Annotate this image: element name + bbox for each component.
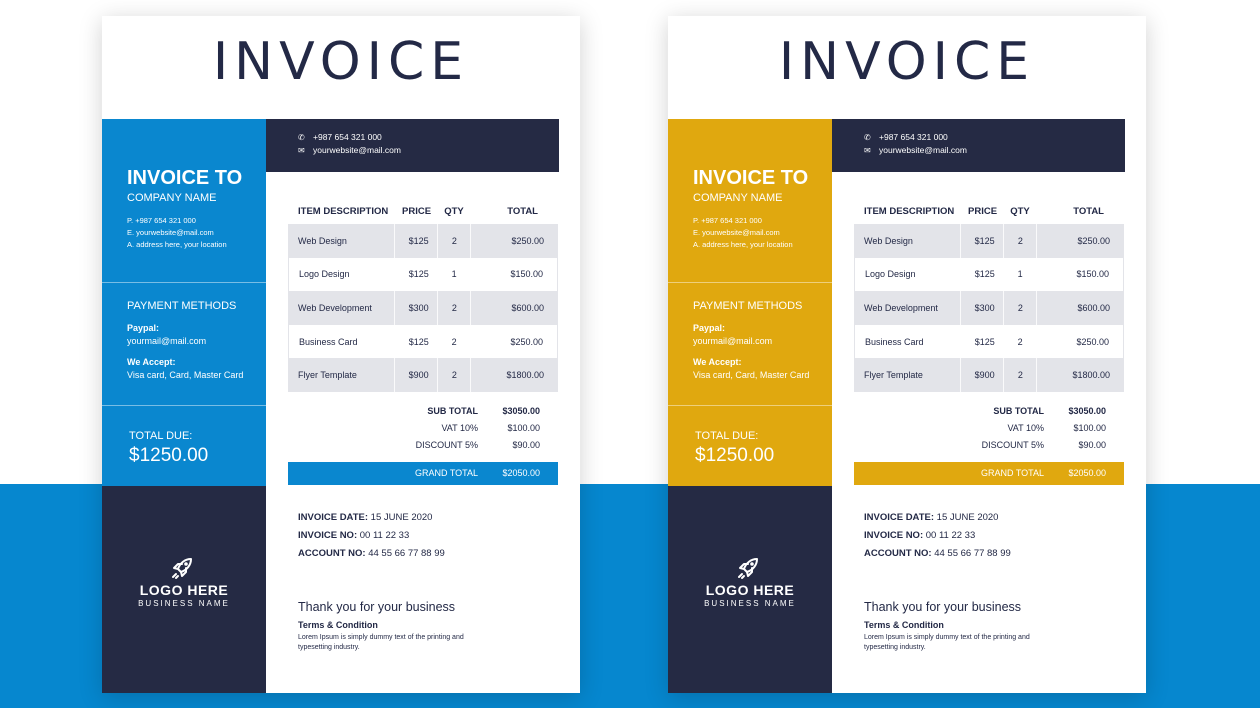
item-price: $125 <box>394 258 438 292</box>
header-price: PRICE <box>402 205 432 217</box>
rocket-icon <box>736 554 762 580</box>
contact-email: yourwebsite@mail.com <box>879 145 967 155</box>
info-address: A. address here, your location <box>127 240 227 249</box>
contact-bar <box>832 119 1125 172</box>
table-row <box>854 358 1124 392</box>
invoice-title: INVOICE <box>778 32 1036 92</box>
header-description: ITEM DESCRIPTION <box>864 205 955 217</box>
info-email: E. yourwebsite@mail.com <box>127 228 214 237</box>
terms-body: Lorem Ipsum is simply dummy text of the printing and typesetting industry. <box>298 634 464 651</box>
table-row <box>288 291 558 325</box>
table-row <box>288 224 558 258</box>
total-due-label: TOTAL DUE: <box>695 430 759 442</box>
invoice-number <box>864 530 975 541</box>
divider <box>668 282 832 283</box>
item-total: $250.00 <box>1036 325 1123 359</box>
vat-label: VAT 10% <box>1007 423 1044 433</box>
item-price: $125 <box>960 325 1004 359</box>
item-qty: 1 <box>1003 258 1036 292</box>
item-total: $600.00 <box>1036 291 1124 325</box>
contact-phone-row <box>864 132 948 142</box>
account-no-value: 44 55 66 77 88 99 <box>934 548 1011 559</box>
paypal-email: yourmail@mail.com <box>693 336 773 346</box>
we-accept-value: Visa card, Card, Master Card <box>127 370 244 380</box>
item-price: $125 <box>394 224 438 258</box>
grand-total-value: $2050.00 <box>502 468 540 478</box>
item-total: $600.00 <box>470 291 558 325</box>
payment-methods-heading: PAYMENT METHODS <box>127 300 237 312</box>
paypal-label: Paypal: <box>693 323 726 333</box>
invoice-date-value: 15 JUNE 2020 <box>370 512 433 523</box>
item-qty: 2 <box>437 224 470 258</box>
terms-heading: Terms & Condition <box>298 620 378 630</box>
item-qty: 2 <box>1003 325 1036 359</box>
info-address: A. address here, your location <box>693 240 793 249</box>
item-qty: 1 <box>437 258 470 292</box>
vat-label: VAT 10% <box>441 423 478 433</box>
logo-text: LOGO HERE <box>705 582 795 598</box>
divider <box>102 405 266 406</box>
grand-total-bar <box>288 462 558 485</box>
item-price: $125 <box>394 325 438 359</box>
account-no-label: ACCOUNT NO: <box>298 548 366 559</box>
header-total: TOTAL <box>507 205 538 217</box>
sub-total-value: $3050.00 <box>1068 406 1106 416</box>
grand-total-label: GRAND TOTAL <box>980 468 1044 478</box>
invoice-no-value: 00 11 22 33 <box>925 530 976 541</box>
items-table <box>854 198 1124 392</box>
item-description: Web Development <box>864 302 938 313</box>
item-qty: 2 <box>1003 358 1036 392</box>
info-phone: P. +987 654 321 000 <box>127 216 196 225</box>
item-total: $250.00 <box>470 325 557 359</box>
invoice-sheet-yellow <box>668 16 1146 693</box>
invoice-number <box>298 530 409 541</box>
item-description: Business Card <box>865 336 924 347</box>
item-total: $150.00 <box>1036 258 1123 292</box>
contact-bar <box>266 119 559 172</box>
phone-icon: ✆ <box>298 132 305 142</box>
phone-icon: ✆ <box>864 132 871 142</box>
item-price: $125 <box>960 258 1004 292</box>
item-total: $250.00 <box>470 224 558 258</box>
terms-heading: Terms & Condition <box>864 620 944 630</box>
contact-email-row <box>298 145 401 155</box>
rocket-icon <box>170 554 196 580</box>
discount-label: DISCOUNT 5% <box>981 440 1044 450</box>
company-name: COMPANY NAME <box>127 192 217 204</box>
item-total: $1800.00 <box>1036 358 1124 392</box>
header-description: ITEM DESCRIPTION <box>298 205 389 217</box>
we-accept-label: We Accept: <box>127 357 176 367</box>
items-table <box>288 198 558 392</box>
terms-body: Lorem Ipsum is simply dummy text of the printing and typesetting industry. <box>864 634 1030 651</box>
info-phone: P. +987 654 321 000 <box>693 216 762 225</box>
sub-total-label: SUB TOTAL <box>993 406 1044 416</box>
header-price: PRICE <box>968 205 998 217</box>
company-name: COMPANY NAME <box>693 192 783 204</box>
item-price: $300 <box>960 291 1004 325</box>
payment-methods-heading: PAYMENT METHODS <box>693 300 803 312</box>
item-price: $900 <box>394 358 438 392</box>
discount-label: DISCOUNT 5% <box>415 440 478 450</box>
sidebar-accent-panel <box>102 119 266 486</box>
item-price: $300 <box>394 291 438 325</box>
item-price: $900 <box>960 358 1004 392</box>
contact-phone: +987 654 321 000 <box>879 132 948 142</box>
contact-phone: +987 654 321 000 <box>313 132 382 142</box>
table-row <box>288 358 558 392</box>
item-description: Web Design <box>298 235 347 246</box>
paypal-email: yourmail@mail.com <box>127 336 207 346</box>
mail-icon: ✉ <box>298 145 305 155</box>
table-row <box>854 291 1124 325</box>
total-due-label: TOTAL DUE: <box>129 430 193 442</box>
header-qty: QTY <box>444 205 464 217</box>
total-due-amount: $1250.00 <box>695 445 775 466</box>
invoice-date <box>298 512 432 523</box>
item-price: $125 <box>960 224 1004 258</box>
account-number <box>864 548 1011 559</box>
item-description: Web Design <box>864 235 913 246</box>
logo-text: LOGO HERE <box>139 582 229 598</box>
discount-value: $90.00 <box>512 440 540 450</box>
contact-email-row <box>864 145 967 155</box>
info-email: E. yourwebsite@mail.com <box>693 228 780 237</box>
invoice-date-label: INVOICE DATE: <box>864 512 935 523</box>
sidebar-logo-panel <box>668 486 832 693</box>
divider <box>668 405 832 406</box>
sidebar-accent-panel <box>668 119 832 486</box>
table-row <box>288 258 558 292</box>
invoice-no-label: INVOICE NO: <box>864 530 924 541</box>
item-total: $150.00 <box>470 258 557 292</box>
grand-total-bar <box>854 462 1124 485</box>
item-qty: 2 <box>437 325 470 359</box>
item-description: Logo Design <box>299 269 350 280</box>
item-description: Logo Design <box>865 269 916 280</box>
item-total: $1800.00 <box>470 358 558 392</box>
vat-value: $100.00 <box>507 423 540 433</box>
divider <box>102 282 266 283</box>
total-due-amount: $1250.00 <box>129 445 209 466</box>
invoice-title: INVOICE <box>212 32 470 92</box>
paypal-label: Paypal: <box>127 323 160 333</box>
vat-value: $100.00 <box>1073 423 1106 433</box>
header-total: TOTAL <box>1073 205 1104 217</box>
invoice-sheet-blue <box>102 16 580 693</box>
account-number <box>298 548 445 559</box>
table-header <box>288 198 558 224</box>
table-row <box>854 325 1124 359</box>
invoice-to-heading: INVOICE TO <box>127 167 243 189</box>
sidebar-logo-panel <box>102 486 266 693</box>
left-sidebar <box>668 119 832 693</box>
we-accept-value: Visa card, Card, Master Card <box>693 370 810 380</box>
contact-phone-row <box>298 132 382 142</box>
mail-icon: ✉ <box>864 145 871 155</box>
contact-email: yourwebsite@mail.com <box>313 145 401 155</box>
invoice-date-value: 15 JUNE 2020 <box>936 512 999 523</box>
invoice-no-label: INVOICE NO: <box>298 530 358 541</box>
discount-value: $90.00 <box>1078 440 1106 450</box>
left-sidebar <box>102 119 266 693</box>
grand-total-value: $2050.00 <box>1068 468 1106 478</box>
header-qty: QTY <box>1010 205 1030 217</box>
thank-you-text: Thank you for your business <box>298 600 456 614</box>
item-qty: 2 <box>437 358 470 392</box>
table-row <box>854 258 1124 292</box>
business-name: BUSINESS NAME <box>704 599 796 608</box>
item-qty: 2 <box>1003 291 1036 325</box>
invoice-no-value: 00 11 22 33 <box>359 530 410 541</box>
invoice-date-label: INVOICE DATE: <box>298 512 369 523</box>
invoice-date <box>864 512 998 523</box>
item-description: Flyer Template <box>298 370 357 381</box>
item-description: Business Card <box>299 336 358 347</box>
item-total: $250.00 <box>1036 224 1124 258</box>
business-name: BUSINESS NAME <box>138 599 230 608</box>
grand-total-label: GRAND TOTAL <box>414 468 478 478</box>
table-row <box>854 224 1124 258</box>
table-row <box>288 325 558 359</box>
item-qty: 2 <box>1003 224 1036 258</box>
table-header <box>854 198 1124 224</box>
we-accept-label: We Accept: <box>693 357 742 367</box>
item-description: Web Development <box>298 302 372 313</box>
item-description: Flyer Template <box>864 370 923 381</box>
account-no-label: ACCOUNT NO: <box>864 548 932 559</box>
thank-you-text: Thank you for your business <box>864 600 1022 614</box>
item-qty: 2 <box>437 291 470 325</box>
invoice-to-heading: INVOICE TO <box>693 167 809 189</box>
sub-total-label: SUB TOTAL <box>427 406 478 416</box>
sub-total-value: $3050.00 <box>502 406 540 416</box>
account-no-value: 44 55 66 77 88 99 <box>368 548 445 559</box>
